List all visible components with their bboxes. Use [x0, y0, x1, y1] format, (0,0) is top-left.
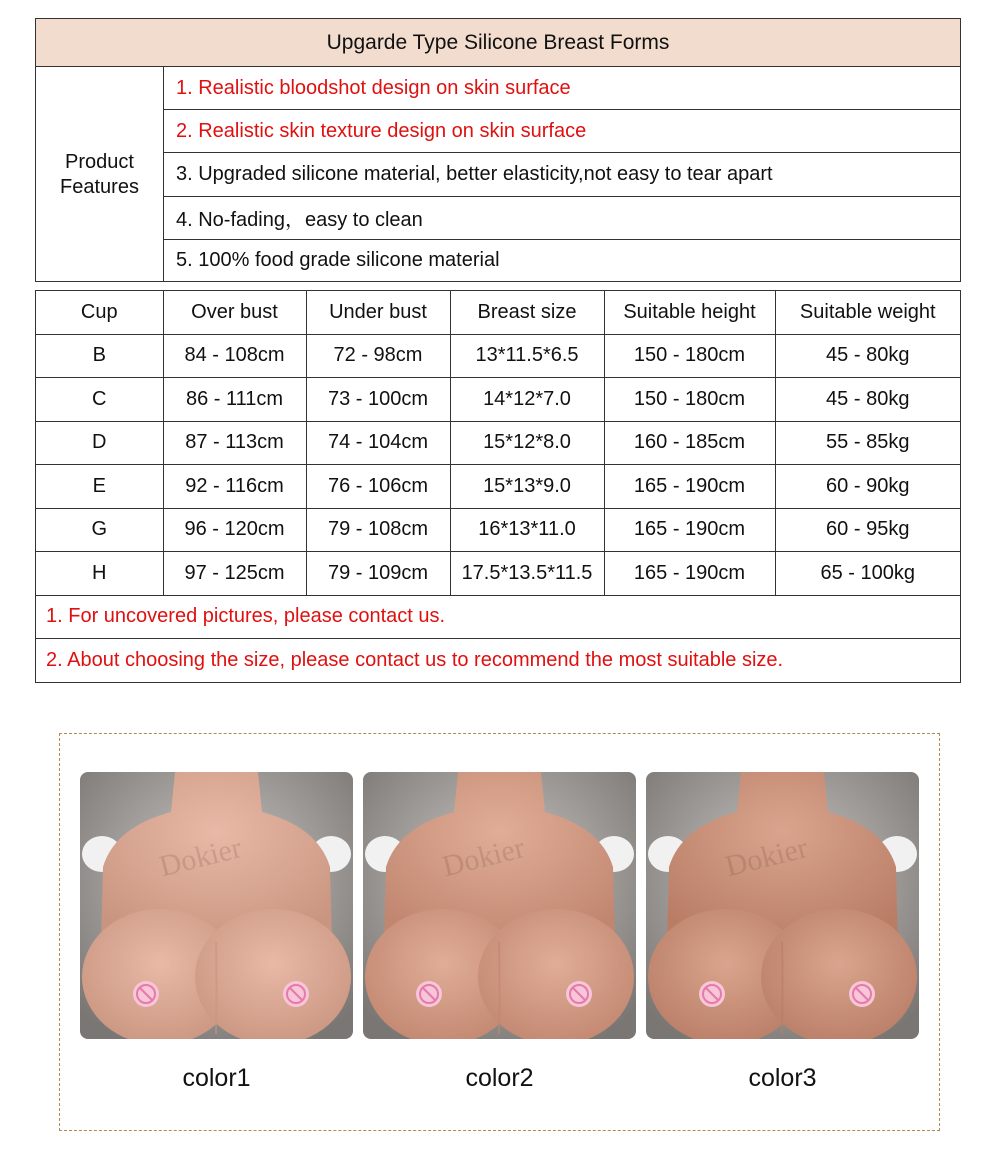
column-header: Cup	[36, 291, 163, 334]
note-text: 1. For uncovered pictures, please contact us.	[36, 595, 960, 639]
color-option-photo[interactable]	[80, 772, 353, 1039]
table-cell: 150 - 180cm	[604, 334, 775, 378]
features-title: Upgarde Type Silicone Breast Forms	[36, 19, 960, 67]
table-cell: 160 - 185cm	[604, 421, 775, 465]
table-cell: 74 - 104cm	[306, 421, 450, 465]
features-label: Product Features	[36, 67, 164, 282]
feature-item: 2. Realistic skin texture design on skin surface	[164, 110, 960, 153]
table-cell: 96 - 120cm	[163, 508, 306, 552]
feature-item: 5. 100% food grade silicone material	[176, 249, 500, 272]
table-cell: 150 - 180cm	[604, 378, 775, 422]
table-row	[36, 552, 960, 596]
table-cell: 60 - 90kg	[775, 465, 960, 509]
size-table-header	[36, 291, 960, 334]
features-list	[164, 67, 960, 282]
table-cell: D	[36, 421, 163, 465]
table-row	[36, 421, 960, 465]
table-row	[36, 378, 960, 422]
feature-item: 4. No-fading，easy to clean	[164, 197, 960, 240]
table-cell: 60 - 95kg	[775, 508, 960, 552]
table-cell: 97 - 125cm	[163, 552, 306, 596]
table-cell: 165 - 190cm	[604, 465, 775, 509]
table-cell: 79 - 108cm	[306, 508, 450, 552]
table-cell: G	[36, 508, 163, 552]
table-cell: 65 - 100kg	[775, 552, 960, 596]
column-header: Breast size	[450, 291, 604, 334]
column-header: Over bust	[163, 291, 306, 334]
table-cell: 13*11.5*6.5	[450, 334, 604, 378]
svg-text:Dokier: Dokier	[156, 831, 245, 884]
svg-text:Dokier: Dokier	[439, 831, 528, 884]
table-cell: E	[36, 465, 163, 509]
table-row	[36, 508, 960, 552]
svg-text:Dokier: Dokier	[722, 831, 811, 884]
table-cell: 165 - 190cm	[604, 508, 775, 552]
table-cell: 79 - 109cm	[306, 552, 450, 596]
table-cell: 92 - 116cm	[163, 465, 306, 509]
column-header: Under bust	[306, 291, 450, 334]
color-option-label: color1	[182, 1064, 251, 1092]
table-cell: 45 - 80kg	[775, 378, 960, 422]
table-row	[36, 465, 960, 509]
table-cell: 72 - 98cm	[306, 334, 450, 378]
table-cell: 165 - 190cm	[604, 552, 775, 596]
table-cell: 15*13*9.0	[450, 465, 604, 509]
table-cell: C	[36, 378, 163, 422]
feature-item: 1. Realistic bloodshot design on skin surface	[164, 67, 960, 110]
table-cell: 76 - 106cm	[306, 465, 450, 509]
table-cell: 14*12*7.0	[450, 378, 604, 422]
table-cell: 15*12*8.0	[450, 421, 604, 465]
color-option-photo[interactable]	[363, 772, 636, 1039]
table-cell: 86 - 111cm	[163, 378, 306, 422]
table-cell: B	[36, 334, 163, 378]
table-cell: 45 - 80kg	[775, 334, 960, 378]
table-cell: 16*13*11.0	[450, 508, 604, 552]
table-cell: H	[36, 552, 163, 596]
note-text: 2. About choosing the size, please contact us to recommend the most suitable size.	[36, 639, 960, 682]
table-cell: 87 - 113cm	[163, 421, 306, 465]
table-cell: 17.5*13.5*11.5	[450, 552, 604, 596]
table-row	[36, 334, 960, 378]
note-row	[36, 595, 960, 639]
feature-item: 3. Upgraded silicone material, better elasticity,not easy to tear apart	[164, 153, 960, 196]
color-option-label: color2	[465, 1064, 534, 1092]
color-option-label: color3	[748, 1064, 817, 1092]
color-option-photo[interactable]	[646, 772, 919, 1039]
product-features-table	[35, 18, 961, 282]
note-row	[36, 639, 960, 682]
table-cell: 73 - 100cm	[306, 378, 450, 422]
table-cell: 84 - 108cm	[163, 334, 306, 378]
color-options-panel	[59, 733, 940, 1131]
column-header: Suitable weight	[775, 291, 960, 334]
column-header: Suitable height	[604, 291, 775, 334]
size-chart-table	[35, 290, 961, 683]
table-cell: 55 - 85kg	[775, 421, 960, 465]
